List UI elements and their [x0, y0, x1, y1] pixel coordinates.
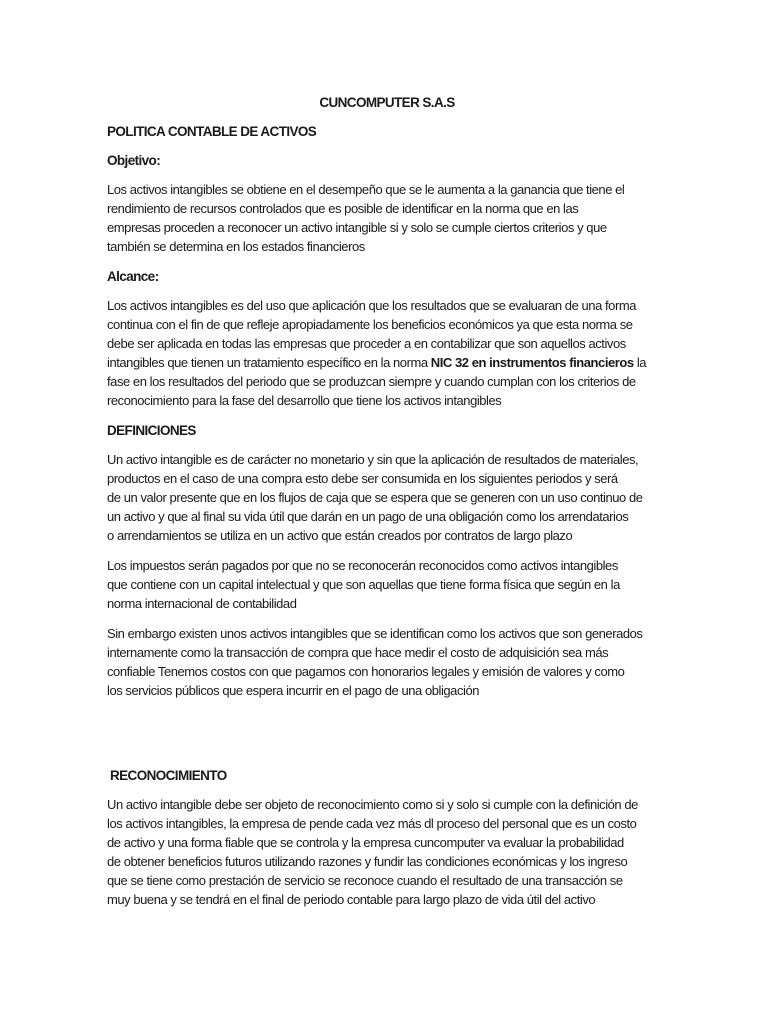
- text-line: que contiene con un capital intelectual y que son aquellas que tiene forma física que según en la: [107, 577, 620, 592]
- company-title: CUNCOMPUTER S.A.S: [319, 95, 455, 110]
- text-line: también se determina en los estados financieros: [107, 239, 365, 254]
- policy-title: POLITICA CONTABLE DE ACTIVOS: [107, 124, 317, 139]
- document-body: [107, 93, 667, 920]
- alcance-heading: Alcance:: [107, 269, 159, 284]
- text-line: Los activos intangibles se obtiene en el desempeño que se le aumenta a la ganancia que tiene el: [107, 182, 625, 197]
- text-line: muy buena y se tendrá en el final de periodo contable para largo plazo de vida útil del activo: [107, 892, 596, 907]
- nic-32-reference: NIC 32 en instrumentos financieros: [430, 355, 637, 370]
- text-line: reconocimiento para la fase del desarrollo que tiene los activos intangibles: [107, 393, 502, 408]
- text-line: confiable Tenemos costos con que pagamos con honorarios legales y emisión de valores y como: [107, 664, 625, 679]
- text-line: debe ser aplicada en todas las empresas que proceder a en contabilizar que son aquellos activos: [107, 336, 626, 351]
- objetivo-paragraph: [107, 180, 667, 256]
- text-line: que se tiene como prestación de servicio se reconoce cuando el resultado de una transacción se: [107, 873, 623, 888]
- objetivo-heading: Objetivo:: [107, 153, 161, 168]
- text-line: fase en los resultados del periodo que se produzcan siempre y cuando cumplan con los criterios de: [107, 374, 636, 389]
- text-line: internamente como la transacción de compra que hace medir el costo de adquisición sea más: [107, 645, 609, 660]
- text-line: empresas proceden a reconocer un activo intangible si y solo se cumple ciertos criterios y que: [107, 220, 607, 235]
- text-line: norma internacional de contabilidad: [107, 596, 297, 611]
- text-line: de activo y una forma fiable que se controla y la empresa cuncomputer va evaluar la probabilidad: [107, 835, 624, 850]
- text-line: continua con el fin de que refleje apropiadamente los beneficios económicos ya que esta norma se: [107, 317, 633, 332]
- text-line: o arrendamientos se utiliza en un activo que están creados por contratos de largo plazo: [107, 528, 573, 543]
- definiciones-paragraph-1: [107, 450, 667, 545]
- definiciones-paragraph-2: [107, 556, 667, 613]
- text-line: Los impuestos serán pagados por que no se reconocerán reconocidos como activos intangibles: [107, 558, 618, 573]
- text-line-with-reference: [107, 353, 667, 372]
- reconocimiento-paragraph: [107, 795, 667, 909]
- text-line: de obtener beneficios futuros utilizando razones y fundir las condiciones económicas y los ingreso: [107, 854, 628, 869]
- text-segment: la: [636, 355, 647, 370]
- reconocimiento-heading: RECONOCIMIENTO: [110, 768, 227, 783]
- text-line: un activo y que al final su vida útil que darán en un pago de una obligación como los arrendatarios: [107, 509, 629, 524]
- text-line: Los activos intangibles es del uso que aplicación que los resultados que se evaluaran de una forma: [107, 298, 636, 313]
- text-line: productos en el caso de una compra esto debe ser consumida en los siguientes periodos y será: [107, 471, 618, 486]
- text-line: Sin embargo existen unos activos intangibles que se identifican como los activos que son generados: [107, 626, 643, 641]
- definiciones-paragraph-3: [107, 624, 667, 700]
- text-segment: intangibles que tienen un tratamiento específico en la norma: [107, 355, 431, 370]
- blank-space: [107, 711, 667, 766]
- definiciones-heading: DEFINICIONES: [107, 423, 196, 438]
- alcance-paragraph: [107, 296, 667, 410]
- text-line: Un activo intangible es de carácter no monetario y sin que la aplicación de resultados de materiales,: [107, 452, 639, 467]
- text-line: de un valor presente que en los flujos de caja que se espera que se generen con un uso continuo de: [107, 490, 643, 505]
- text-line: los servicios públicos que espera incurrir en el pago de una obligación: [107, 683, 480, 698]
- text-line: rendimiento de recursos controlados que es posible de identificar en la norma que en las: [107, 201, 579, 216]
- text-line: los activos intangibles, la empresa de pende cada vez más dl proceso del personal que es un costo: [107, 816, 637, 831]
- text-line: Un activo intangible debe ser objeto de reconocimiento como si y solo si cumple con la definición de: [107, 797, 638, 812]
